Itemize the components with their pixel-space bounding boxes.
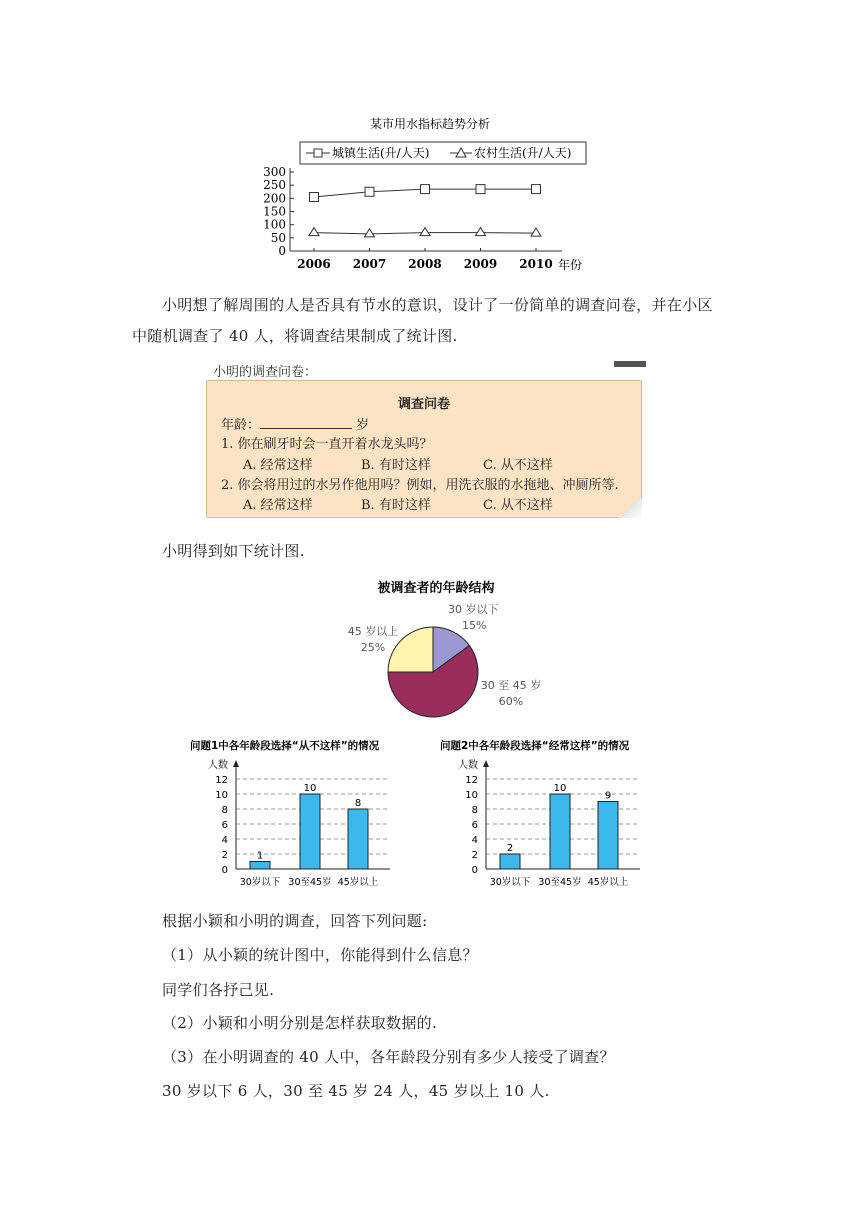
- bar-y-axis-label: 人数: [458, 760, 478, 771]
- bar-1: [550, 794, 570, 869]
- rural-point: [309, 228, 319, 236]
- legend-rural: [450, 145, 571, 160]
- bar-category-label: 45岁以上: [337, 877, 379, 888]
- pie-label-2: 45 岁以上: [347, 625, 399, 638]
- bar-0: [500, 854, 520, 869]
- bar-y-tick-label: 0: [471, 865, 478, 876]
- line-y-tick-label: 150: [263, 204, 286, 219]
- question-1: （1）从小颖的统计图中，你能得到什么信息？: [162, 946, 478, 964]
- rural-point: [365, 229, 375, 237]
- answer-1: 同学们各抒己见.: [162, 981, 275, 999]
- question-1-options: [243, 454, 553, 473]
- bar-y-tick-label: 0: [221, 865, 228, 876]
- lead-text: 根据小颖和小明的调查，回答下列问题:: [162, 912, 428, 930]
- rural-point: [531, 228, 541, 236]
- bar-y-tick-label: 6: [471, 820, 478, 831]
- rural-point: [420, 228, 430, 236]
- line-y-tick-label: 0: [278, 244, 286, 258]
- question-2: （2）小颖和小明分别是怎样获取数据的.: [162, 1014, 438, 1032]
- urban-point: [532, 185, 541, 194]
- q1-option-c: C. 从不这样: [483, 458, 553, 473]
- bar-y-axis-arrow: [233, 760, 239, 767]
- bar-category-label: 30岁以下: [239, 877, 281, 888]
- bar-0: [250, 862, 270, 870]
- bar-y-axis-arrow: [483, 760, 489, 767]
- line-chart-title: 某市用水指标趋势分析: [369, 117, 491, 131]
- question-2-text: 2. 你会将用过的水另作他用吗？例如，用洗衣服的水拖地、冲厕所等.: [221, 478, 619, 493]
- page-curl: [618, 498, 642, 518]
- urban-point: [310, 193, 319, 202]
- questionnaire-card: [206, 380, 642, 518]
- age-row: [221, 414, 369, 433]
- bar-1: [300, 794, 320, 869]
- bar-value-label: 1: [256, 850, 264, 862]
- age-unit: 岁: [356, 418, 370, 433]
- bar-y-tick-label: 8: [471, 805, 478, 816]
- bar-y-tick-label: 6: [221, 820, 228, 831]
- line-x-tick-label: 2006: [297, 257, 331, 271]
- bar-y-tick-label: 4: [221, 835, 228, 846]
- pie-title: 被调查者的年龄结构: [377, 581, 495, 596]
- answer-3: 30 岁以下 6 人，30 至 45 岁 24 人，45 岁以上 10 人.: [162, 1082, 550, 1100]
- bar-chart-q1-title: 问题1中各年龄段选择“从不这样”的情况: [190, 740, 380, 752]
- line-x-axis-label: 年份: [558, 258, 583, 272]
- q2-option-b: B. 有时这样: [361, 498, 431, 513]
- intro-line-1: 小明想了解周围的人是否具有节水的意识，设计了一份简单的调查问卷，并在小区: [162, 296, 713, 314]
- bar-value-label: 2: [506, 843, 514, 854]
- pie-value-2: 25%: [360, 641, 386, 654]
- bar-category-label: 30至45岁: [288, 877, 332, 888]
- urban-point: [365, 187, 374, 196]
- line-y-tick-label: 200: [263, 191, 286, 206]
- bar-chart-q1: [190, 736, 420, 896]
- bar-value-label: 10: [553, 783, 567, 794]
- bar-2: [598, 802, 618, 870]
- bar-value-label: 9: [604, 790, 612, 802]
- caption-marker-bar: [614, 361, 646, 367]
- legend-urban-label: 城镇生活(升/人天): [332, 146, 430, 160]
- age-structure-pie-chart: [330, 576, 580, 726]
- questionnaire-caption: 小明的调查问卷：: [213, 365, 318, 380]
- bar-value-label: 10: [303, 783, 317, 794]
- question-3: （3）在小明调查的 40 人中，各年龄段分别有多少人接受了调查？: [162, 1048, 615, 1066]
- line-x-tick-label: 2008: [408, 257, 442, 271]
- bar-category-label: 30岁以下: [489, 877, 531, 888]
- question-2-options: [243, 494, 553, 513]
- bar-y-tick-label: 12: [465, 775, 478, 786]
- bar-y-tick-label: 10: [465, 790, 478, 801]
- bar-y-axis-label: 人数: [208, 760, 228, 771]
- bar-chart-q2-title: 问题2中各年龄段选择“经常这样”的情况: [440, 740, 630, 752]
- bar-y-tick-label: 12: [215, 775, 228, 786]
- line-y-tick-label: 100: [263, 217, 286, 232]
- line-x-tick-label: 2007: [352, 257, 387, 271]
- intro-line-2: 中随机调查了 40 人，将调查结果制成了统计图.: [132, 327, 458, 345]
- q1-option-b: B. 有时这样: [361, 458, 431, 473]
- q1-option-a: A. 经常这样: [243, 458, 313, 473]
- legend-urban: [306, 145, 429, 160]
- bar-y-tick-label: 2: [471, 850, 478, 861]
- pie-value-1: 60%: [498, 695, 524, 708]
- rural-point: [476, 228, 486, 236]
- bar-2: [348, 809, 368, 869]
- bar-chart-q2: [440, 736, 670, 896]
- bar-y-tick-label: 4: [471, 835, 478, 846]
- bar-y-tick-label: 10: [215, 790, 228, 801]
- bar-category-label: 45岁以上: [587, 877, 629, 888]
- card-title: 调查问卷: [397, 397, 450, 412]
- legend-rural-label: 农村生活(升/人天): [474, 146, 572, 160]
- bar-y-tick-label: 8: [221, 805, 228, 816]
- q2-option-a: A. 经常这样: [243, 498, 313, 513]
- age-label: 年龄：: [221, 418, 261, 433]
- urban-point: [476, 185, 485, 194]
- pie-value-0: 15%: [462, 619, 487, 632]
- bar-value-label: 8: [354, 798, 362, 809]
- line-y-tick-label: 50: [270, 230, 286, 245]
- pie-label-0: 30 岁以下: [448, 603, 499, 616]
- got-chart-text: 小明得到如下统计图.: [162, 542, 305, 560]
- bar-y-tick-label: 2: [221, 850, 228, 861]
- line-y-tick-label: 250: [263, 178, 286, 193]
- age-blank: [260, 415, 352, 429]
- q2-option-c: C. 从不这样: [483, 498, 553, 513]
- line-x-tick-label: 2009: [463, 257, 498, 271]
- water-usage-line-chart: [250, 110, 610, 272]
- bar-category-label: 30至45岁: [538, 877, 582, 888]
- pie-label-1: 30 至 45 岁: [480, 679, 542, 692]
- line-y-tick-label: 300: [263, 165, 286, 179]
- question-1-text: 1. 你在刷牙时会一直开着水龙头吗？: [221, 437, 433, 452]
- line-x-tick-label: 2010: [519, 257, 553, 271]
- urban-point: [421, 185, 430, 194]
